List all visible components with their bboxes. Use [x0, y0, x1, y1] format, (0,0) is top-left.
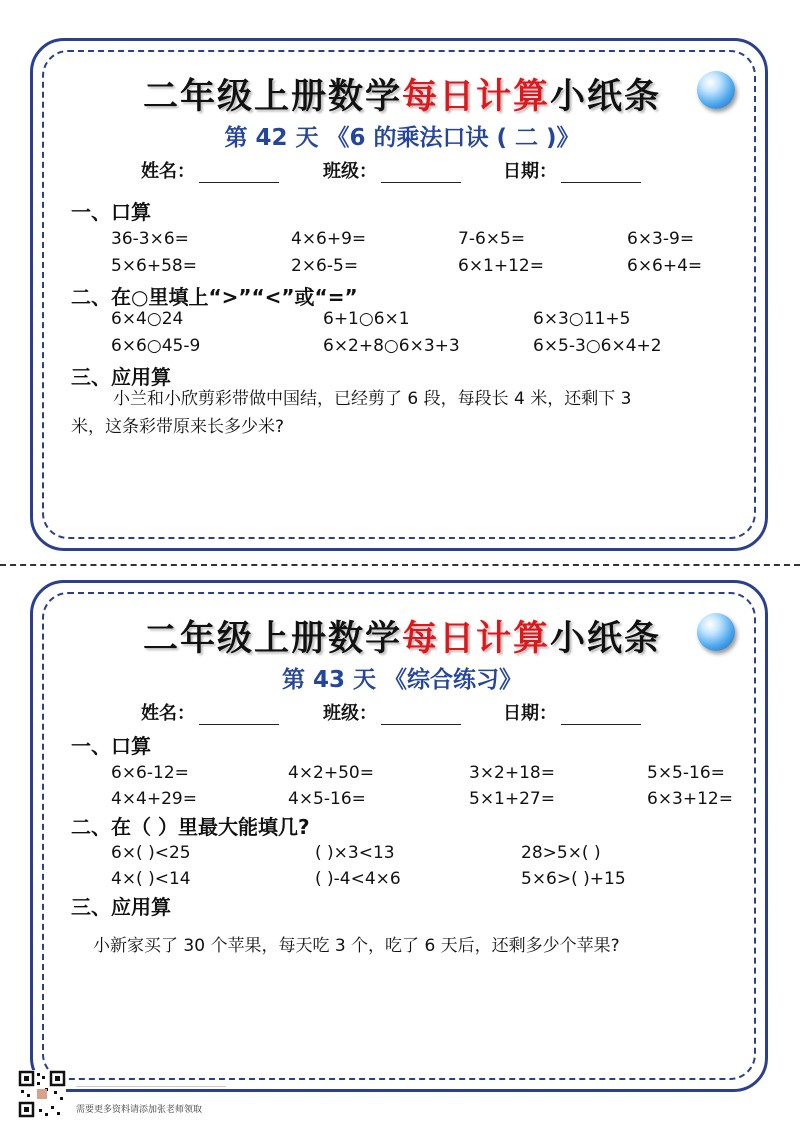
- footer-note: 需要更多资料请添加张老师领取: [76, 1105, 203, 1115]
- oral-problem: 5×6+58=: [111, 256, 197, 276]
- class-field[interactable]: 班级：: [323, 699, 461, 725]
- card-title: 二年级上册数学每日计算小纸条: [142, 77, 662, 117]
- qr-code-icon: [18, 1070, 66, 1118]
- compare-problem: 6×2+8○6×3+3: [323, 336, 460, 356]
- oral-problem: 4×5-16=: [288, 789, 366, 809]
- word-problem-line: 米，这条彩带原来长多少米?: [71, 417, 285, 437]
- name-field[interactable]: 姓名：: [141, 699, 279, 725]
- worksheet-card-day-42: [30, 38, 768, 551]
- section-oral-heading: 一、口算: [71, 200, 151, 224]
- date-field[interactable]: 日期：: [503, 699, 641, 725]
- footer-divider: [76, 1086, 226, 1087]
- compare-problem: 6×3○11+5: [533, 309, 631, 329]
- day-subtitle: 第 42 天 《6 的乘法口诀 ( 二 )》: [224, 125, 580, 151]
- oral-problem: 4×6+9=: [291, 229, 367, 249]
- blue-ball-icon: [697, 613, 735, 651]
- oral-problem: 6×6-12=: [111, 763, 189, 783]
- section-application-heading: 三、应用算: [71, 895, 171, 919]
- oral-problem: 5×5-16=: [647, 763, 725, 783]
- oral-problem: 6×6+4=: [627, 256, 703, 276]
- oral-problem: 4×2+50=: [288, 763, 374, 783]
- cut-line-divider: [0, 564, 800, 566]
- fill-problem: 4×( )<14: [111, 869, 191, 889]
- worksheet-card-day-43: [30, 580, 768, 1092]
- fill-problem: ( )-4<4×6: [315, 869, 401, 889]
- class-field[interactable]: 班级：: [323, 157, 461, 183]
- oral-problem: 2×6-5=: [291, 256, 359, 276]
- section-oral-heading: 一、口算: [71, 734, 151, 758]
- card-title: 二年级上册数学每日计算小纸条: [142, 619, 662, 659]
- oral-problem: 6×3-9=: [627, 229, 695, 249]
- section-compare-heading: 二、在○里填上“>”“<”或“=”: [71, 285, 358, 309]
- day-subtitle: 第 43 天 《综合练习》: [281, 667, 523, 693]
- compare-problem: 6×4○24: [111, 309, 184, 329]
- oral-problem: 36-3×6=: [111, 229, 189, 249]
- word-problem: 小新家买了 30 个苹果，每天吃 3 个，吃了 6 天后，还剩多少个苹果?: [93, 936, 620, 956]
- section-fill-heading: 二、在（ ）里最大能填几?: [71, 815, 310, 839]
- compare-problem: 6×5-3○6×4+2: [533, 336, 662, 356]
- date-field[interactable]: 日期：: [503, 157, 641, 183]
- fill-problem: 6×( )<25: [111, 843, 191, 863]
- name-field[interactable]: 姓名：: [141, 157, 279, 183]
- oral-problem: 6×3+12=: [647, 789, 733, 809]
- fill-problem: 5×6>( )+15: [521, 869, 626, 889]
- oral-problem: 6×1+12=: [458, 256, 544, 276]
- fill-problem: 28>5×( ): [521, 843, 601, 863]
- oral-problem: 4×4+29=: [111, 789, 197, 809]
- oral-problem: 3×2+18=: [469, 763, 555, 783]
- oral-problem: 5×1+27=: [469, 789, 555, 809]
- word-problem-line: 小兰和小欣剪彩带做中国结，已经剪了 6 段，每段长 4 米，还剩下 3: [113, 389, 632, 409]
- compare-problem: 6×6○45-9: [111, 336, 201, 356]
- fill-problem: ( )×3<13: [315, 843, 395, 863]
- section-application-heading: 三、应用算: [71, 365, 171, 389]
- oral-problem: 7-6×5=: [458, 229, 526, 249]
- blue-ball-icon: [697, 71, 735, 109]
- compare-problem: 6+1○6×1: [323, 309, 410, 329]
